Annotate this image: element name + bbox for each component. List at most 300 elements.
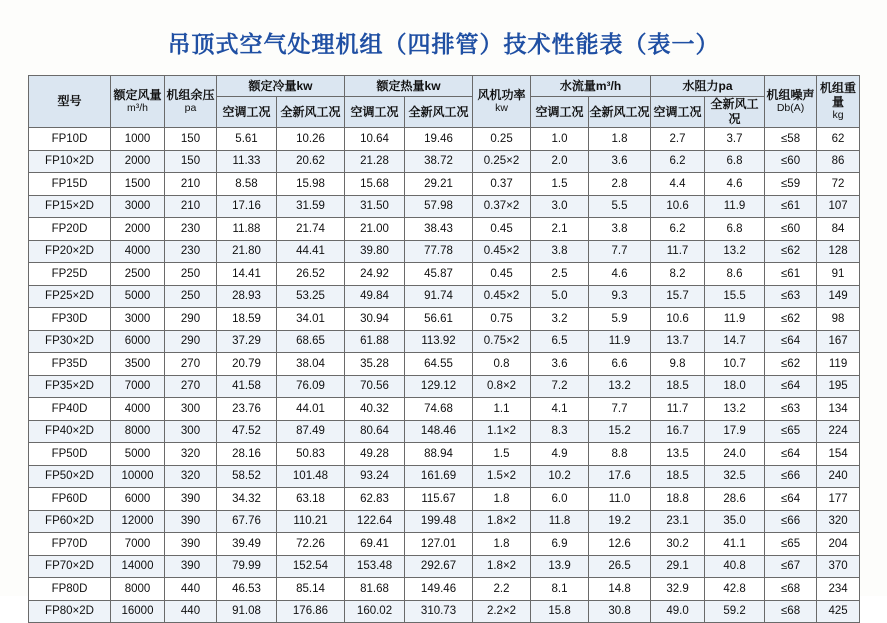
table-cell: 0.75×2: [473, 330, 531, 353]
table-cell: 16.7: [651, 420, 705, 443]
table-cell: 3.8: [531, 240, 589, 263]
table-cell: 4.4: [651, 173, 705, 196]
table-cell: 6000: [111, 488, 165, 511]
table-cell: 390: [165, 510, 217, 533]
header-weight: 机组重量 kg: [817, 76, 860, 128]
table-cell: 2.0: [531, 150, 589, 173]
table-cell: 2000: [111, 218, 165, 241]
table-cell: 1.0: [531, 128, 589, 151]
table-cell: ≤66: [765, 510, 817, 533]
table-cell: 13.7: [651, 330, 705, 353]
table-cell: 11.9: [705, 195, 765, 218]
table-cell: 0.25: [473, 128, 531, 151]
table-cell: 195: [817, 375, 860, 398]
table-cell: 67.76: [217, 510, 277, 533]
cell-model: FP25×2D: [29, 285, 111, 308]
table-cell: 6.6: [589, 353, 651, 376]
table-cell: 1000: [111, 128, 165, 151]
table-cell: 292.67: [405, 555, 473, 578]
table-cell: 26.52: [277, 263, 345, 286]
subheader-waterflow-ac: 空调工况: [531, 97, 589, 128]
header-noise: 机组噪声 Db(A): [765, 76, 817, 128]
table-cell: 10000: [111, 465, 165, 488]
table-cell: 0.45×2: [473, 285, 531, 308]
table-cell: 41.1: [705, 533, 765, 556]
table-cell: 1.5: [473, 443, 531, 466]
table-cell: 29.21: [405, 173, 473, 196]
table-cell: 42.8: [705, 578, 765, 601]
table-cell: 1.1×2: [473, 420, 531, 443]
table-cell: 62.83: [345, 488, 405, 511]
table-cell: 2.7: [651, 128, 705, 151]
table-cell: 230: [165, 218, 217, 241]
table-row: [29, 420, 860, 443]
table-cell: 14.41: [217, 263, 277, 286]
header-water-flow: 水流量m³/h: [531, 76, 651, 97]
table-cell: 21.80: [217, 240, 277, 263]
subheader-waterflow-fresh-air: 全新风工况: [589, 97, 651, 128]
table-cell: ≤59: [765, 173, 817, 196]
header-water-resistance: 水阻力pa: [651, 76, 765, 97]
page-title: 吊顶式空气处理机组（四排管）技术性能表（表一）: [167, 32, 720, 58]
table-row: [29, 443, 860, 466]
table-row: [29, 578, 860, 601]
table-cell: 17.9: [705, 420, 765, 443]
table-cell: 79.99: [217, 555, 277, 578]
header-model: 型号: [29, 76, 111, 128]
cell-model: FP40D: [29, 398, 111, 421]
table-cell: 129.12: [405, 375, 473, 398]
table-cell: ≤62: [765, 353, 817, 376]
table-cell: 14000: [111, 555, 165, 578]
table-cell: 32.5: [705, 465, 765, 488]
table-cell: 8.1: [531, 578, 589, 601]
table-row: [29, 398, 860, 421]
table-cell: ≤64: [765, 375, 817, 398]
table-cell: 15.5: [705, 285, 765, 308]
table-cell: 46.53: [217, 578, 277, 601]
table-cell: 119: [817, 353, 860, 376]
table-cell: 31.59: [277, 195, 345, 218]
table-cell: 44.01: [277, 398, 345, 421]
table-cell: ≤63: [765, 398, 817, 421]
table-cell: 4.6: [589, 263, 651, 286]
table-cell: 11.8: [531, 510, 589, 533]
cell-model: FP60D: [29, 488, 111, 511]
table-cell: 8.6: [705, 263, 765, 286]
table-cell: 4000: [111, 398, 165, 421]
table-cell: 1.8: [589, 128, 651, 151]
table-row: [29, 600, 860, 623]
table-cell: ≤65: [765, 420, 817, 443]
table-cell: 13.2: [705, 240, 765, 263]
header-rated-heating: 额定热量kw: [345, 76, 473, 97]
table-cell: 2.8: [589, 173, 651, 196]
table-cell: 39.80: [345, 240, 405, 263]
table-cell: 10.2: [531, 465, 589, 488]
table-cell: 3.8: [589, 218, 651, 241]
table-cell: 93.24: [345, 465, 405, 488]
table-cell: 5000: [111, 443, 165, 466]
table-cell: 18.8: [651, 488, 705, 511]
spec-table: [28, 75, 860, 623]
table-cell: 3000: [111, 195, 165, 218]
table-cell: 390: [165, 555, 217, 578]
table-cell: 32.9: [651, 578, 705, 601]
table-cell: 210: [165, 173, 217, 196]
table-cell: 0.75: [473, 308, 531, 331]
table-cell: 0.45×2: [473, 240, 531, 263]
table-cell: 4000: [111, 240, 165, 263]
table-cell: 161.69: [405, 465, 473, 488]
table-cell: 3.2: [531, 308, 589, 331]
table-cell: 13.2: [589, 375, 651, 398]
table-cell: 167: [817, 330, 860, 353]
table-row: [29, 375, 860, 398]
table-cell: 8000: [111, 578, 165, 601]
table-cell: 5.5: [589, 195, 651, 218]
table-cell: 270: [165, 353, 217, 376]
table-cell: 17.6: [589, 465, 651, 488]
table-cell: 35.0: [705, 510, 765, 533]
table-cell: 3000: [111, 308, 165, 331]
table-cell: 115.67: [405, 488, 473, 511]
table-cell: 10.7: [705, 353, 765, 376]
table-cell: 62: [817, 128, 860, 151]
cell-model: FP25D: [29, 263, 111, 286]
table-cell: 49.84: [345, 285, 405, 308]
table-cell: 177: [817, 488, 860, 511]
subheader-cooling-ac: 空调工况: [217, 97, 277, 128]
table-cell: 39.49: [217, 533, 277, 556]
table-cell: 11.7: [651, 398, 705, 421]
table-cell: 41.58: [217, 375, 277, 398]
table-cell: 440: [165, 600, 217, 623]
table-cell: 122.64: [345, 510, 405, 533]
table-cell: 8.58: [217, 173, 277, 196]
table-cell: 230: [165, 240, 217, 263]
table-cell: ≤64: [765, 330, 817, 353]
header-residual-pressure: 机组余压 pa: [165, 76, 217, 128]
table-cell: 9.3: [589, 285, 651, 308]
table-cell: 74.68: [405, 398, 473, 421]
table-cell: 3.7: [705, 128, 765, 151]
table-cell: 72: [817, 173, 860, 196]
table-cell: 84: [817, 218, 860, 241]
table-cell: 370: [817, 555, 860, 578]
table-cell: 70.56: [345, 375, 405, 398]
table-cell: 61.88: [345, 330, 405, 353]
table-cell: 12.6: [589, 533, 651, 556]
cell-model: FP35D: [29, 353, 111, 376]
table-cell: ≤68: [765, 600, 817, 623]
table-cell: 8.3: [531, 420, 589, 443]
table-cell: 34.32: [217, 488, 277, 511]
table-cell: 21.74: [277, 218, 345, 241]
table-cell: 7000: [111, 375, 165, 398]
subheader-cooling-fresh-air: 全新风工况: [277, 97, 345, 128]
table-row: [29, 308, 860, 331]
table-cell: 3.6: [531, 353, 589, 376]
table-cell: 13.2: [705, 398, 765, 421]
table-cell: 150: [165, 150, 217, 173]
table-cell: 2.2: [473, 578, 531, 601]
cell-model: FP50×2D: [29, 465, 111, 488]
table-cell: 0.45: [473, 263, 531, 286]
table-cell: 59.2: [705, 600, 765, 623]
table-cell: 5.0: [531, 285, 589, 308]
table-cell: 250: [165, 263, 217, 286]
table-cell: 127.01: [405, 533, 473, 556]
table-body: [29, 128, 860, 623]
header-fan-power: 风机功率 kw: [473, 76, 531, 128]
table-cell: 91.74: [405, 285, 473, 308]
table-cell: 18.0: [705, 375, 765, 398]
table-cell: ≤64: [765, 443, 817, 466]
table-cell: 15.7: [651, 285, 705, 308]
table-cell: 26.5: [589, 555, 651, 578]
table-cell: 12000: [111, 510, 165, 533]
table-cell: 148.46: [405, 420, 473, 443]
table-cell: 16000: [111, 600, 165, 623]
cell-model: FP80D: [29, 578, 111, 601]
table-cell: ≤63: [765, 285, 817, 308]
table-cell: 425: [817, 600, 860, 623]
table-row: [29, 465, 860, 488]
header-rated-airflow: 额定风量 m³/h: [111, 76, 165, 128]
table-cell: 0.45: [473, 218, 531, 241]
table-cell: 3.6: [589, 150, 651, 173]
table-cell: 77.78: [405, 240, 473, 263]
table-row: [29, 263, 860, 286]
table-cell: 24.0: [705, 443, 765, 466]
table-cell: 9.8: [651, 353, 705, 376]
table-cell: 20.79: [217, 353, 277, 376]
table-cell: 5.61: [217, 128, 277, 151]
table-cell: 234: [817, 578, 860, 601]
table-cell: 37.29: [217, 330, 277, 353]
table-cell: 1.8×2: [473, 555, 531, 578]
table-cell: 2500: [111, 263, 165, 286]
table-cell: 10.6: [651, 195, 705, 218]
table-cell: 134: [817, 398, 860, 421]
table-cell: 250: [165, 285, 217, 308]
table-cell: 390: [165, 533, 217, 556]
table-cell: 240: [817, 465, 860, 488]
cell-model: FP10×2D: [29, 150, 111, 173]
table-cell: 98: [817, 308, 860, 331]
table-cell: 6.5: [531, 330, 589, 353]
table-cell: 85.14: [277, 578, 345, 601]
table-cell: 11.7: [651, 240, 705, 263]
cell-model: FP40×2D: [29, 420, 111, 443]
cell-model: FP70D: [29, 533, 111, 556]
table-cell: 3500: [111, 353, 165, 376]
table-cell: 81.68: [345, 578, 405, 601]
table-cell: 0.37: [473, 173, 531, 196]
table-cell: 47.52: [217, 420, 277, 443]
table-cell: 11.9: [589, 330, 651, 353]
subheader-heating-ac: 空调工况: [345, 97, 405, 128]
table-row: [29, 128, 860, 151]
table-cell: 4.1: [531, 398, 589, 421]
table-cell: 390: [165, 488, 217, 511]
table-cell: 152.54: [277, 555, 345, 578]
table-cell: 21.00: [345, 218, 405, 241]
table-cell: 224: [817, 420, 860, 443]
table-cell: 1.8×2: [473, 510, 531, 533]
table-cell: 0.37×2: [473, 195, 531, 218]
table-cell: 6.2: [651, 150, 705, 173]
table-cell: 128: [817, 240, 860, 263]
table-cell: 5.9: [589, 308, 651, 331]
table-cell: 101.48: [277, 465, 345, 488]
table-cell: 31.50: [345, 195, 405, 218]
table-cell: 63.18: [277, 488, 345, 511]
table-cell: 80.64: [345, 420, 405, 443]
table-cell: 7000: [111, 533, 165, 556]
table-cell: 1.1: [473, 398, 531, 421]
table-row: [29, 330, 860, 353]
table-row: [29, 533, 860, 556]
table-cell: ≤61: [765, 195, 817, 218]
table-row: [29, 555, 860, 578]
table-cell: 1.5×2: [473, 465, 531, 488]
table-cell: 17.16: [217, 195, 277, 218]
table-cell: ≤60: [765, 218, 817, 241]
subheader-heating-fresh-air: 全新风工况: [405, 97, 473, 128]
table-cell: 15.98: [277, 173, 345, 196]
table-cell: 14.8: [589, 578, 651, 601]
table-cell: 21.28: [345, 150, 405, 173]
table-cell: 29.1: [651, 555, 705, 578]
table-cell: 3.0: [531, 195, 589, 218]
table-cell: 6.8: [705, 218, 765, 241]
table-cell: 76.09: [277, 375, 345, 398]
table-cell: ≤64: [765, 488, 817, 511]
table-cell: 6.8: [705, 150, 765, 173]
table-row: [29, 353, 860, 376]
table-cell: 300: [165, 420, 217, 443]
table-cell: 87.49: [277, 420, 345, 443]
table-cell: 270: [165, 375, 217, 398]
cell-model: FP70×2D: [29, 555, 111, 578]
table-cell: 53.25: [277, 285, 345, 308]
table-cell: 30.2: [651, 533, 705, 556]
table-cell: 1.8: [473, 533, 531, 556]
table-cell: 15.8: [531, 600, 589, 623]
table-cell: 290: [165, 308, 217, 331]
table-cell: 149: [817, 285, 860, 308]
table-cell: 19.46: [405, 128, 473, 151]
table-cell: 11.33: [217, 150, 277, 173]
cell-model: FP15×2D: [29, 195, 111, 218]
table-cell: 56.61: [405, 308, 473, 331]
cell-model: FP20×2D: [29, 240, 111, 263]
table-cell: 38.04: [277, 353, 345, 376]
subheader-resistance-fresh-air: 全新风工况: [705, 97, 765, 128]
cell-model: FP50D: [29, 443, 111, 466]
table-cell: 24.92: [345, 263, 405, 286]
table-cell: ≤66: [765, 465, 817, 488]
table-cell: 72.26: [277, 533, 345, 556]
table-cell: 1.8: [473, 488, 531, 511]
table-cell: 18.59: [217, 308, 277, 331]
table-row: [29, 150, 860, 173]
table-cell: 44.41: [277, 240, 345, 263]
table-cell: 23.1: [651, 510, 705, 533]
header-row-group: [29, 76, 860, 97]
table-cell: 5000: [111, 285, 165, 308]
table-cell: 20.62: [277, 150, 345, 173]
cell-model: FP15D: [29, 173, 111, 196]
table-cell: 2000: [111, 150, 165, 173]
table-cell: 38.43: [405, 218, 473, 241]
table-cell: 440: [165, 578, 217, 601]
cell-model: FP35×2D: [29, 375, 111, 398]
cell-model: FP30D: [29, 308, 111, 331]
table-cell: ≤62: [765, 308, 817, 331]
table-cell: 6.0: [531, 488, 589, 511]
table-cell: 290: [165, 330, 217, 353]
header-rated-cooling: 额定冷量kw: [217, 76, 345, 97]
table-cell: 2.2×2: [473, 600, 531, 623]
table-cell: 38.72: [405, 150, 473, 173]
table-cell: 150: [165, 128, 217, 151]
spec-table-container: [0, 75, 887, 623]
table-cell: ≤65: [765, 533, 817, 556]
table-cell: 68.65: [277, 330, 345, 353]
table-cell: 320: [817, 510, 860, 533]
table-cell: 10.6: [651, 308, 705, 331]
table-cell: ≤61: [765, 263, 817, 286]
table-cell: 6.2: [651, 218, 705, 241]
table-cell: 6.9: [531, 533, 589, 556]
table-cell: 310.73: [405, 600, 473, 623]
table-cell: 19.2: [589, 510, 651, 533]
table-cell: 7.7: [589, 398, 651, 421]
table-cell: 107: [817, 195, 860, 218]
table-cell: 28.6: [705, 488, 765, 511]
table-cell: 23.76: [217, 398, 277, 421]
table-cell: ≤67: [765, 555, 817, 578]
table-cell: 110.21: [277, 510, 345, 533]
table-cell: 15.68: [345, 173, 405, 196]
table-cell: 34.01: [277, 308, 345, 331]
table-cell: ≤60: [765, 150, 817, 173]
table-cell: 0.8: [473, 353, 531, 376]
table-row: [29, 488, 860, 511]
table-cell: 2.1: [531, 218, 589, 241]
table-cell: 204: [817, 533, 860, 556]
table-cell: 50.83: [277, 443, 345, 466]
table-header: [29, 76, 860, 128]
subheader-resistance-ac: 空调工况: [651, 97, 705, 128]
table-cell: 1.5: [531, 173, 589, 196]
table-cell: 0.8×2: [473, 375, 531, 398]
table-cell: 199.48: [405, 510, 473, 533]
table-cell: ≤62: [765, 240, 817, 263]
table-cell: 30.94: [345, 308, 405, 331]
table-cell: 45.87: [405, 263, 473, 286]
table-cell: 57.98: [405, 195, 473, 218]
table-cell: 8.2: [651, 263, 705, 286]
table-cell: 91: [817, 263, 860, 286]
table-cell: 35.28: [345, 353, 405, 376]
table-cell: 91.08: [217, 600, 277, 623]
table-cell: 113.92: [405, 330, 473, 353]
table-row: [29, 195, 860, 218]
